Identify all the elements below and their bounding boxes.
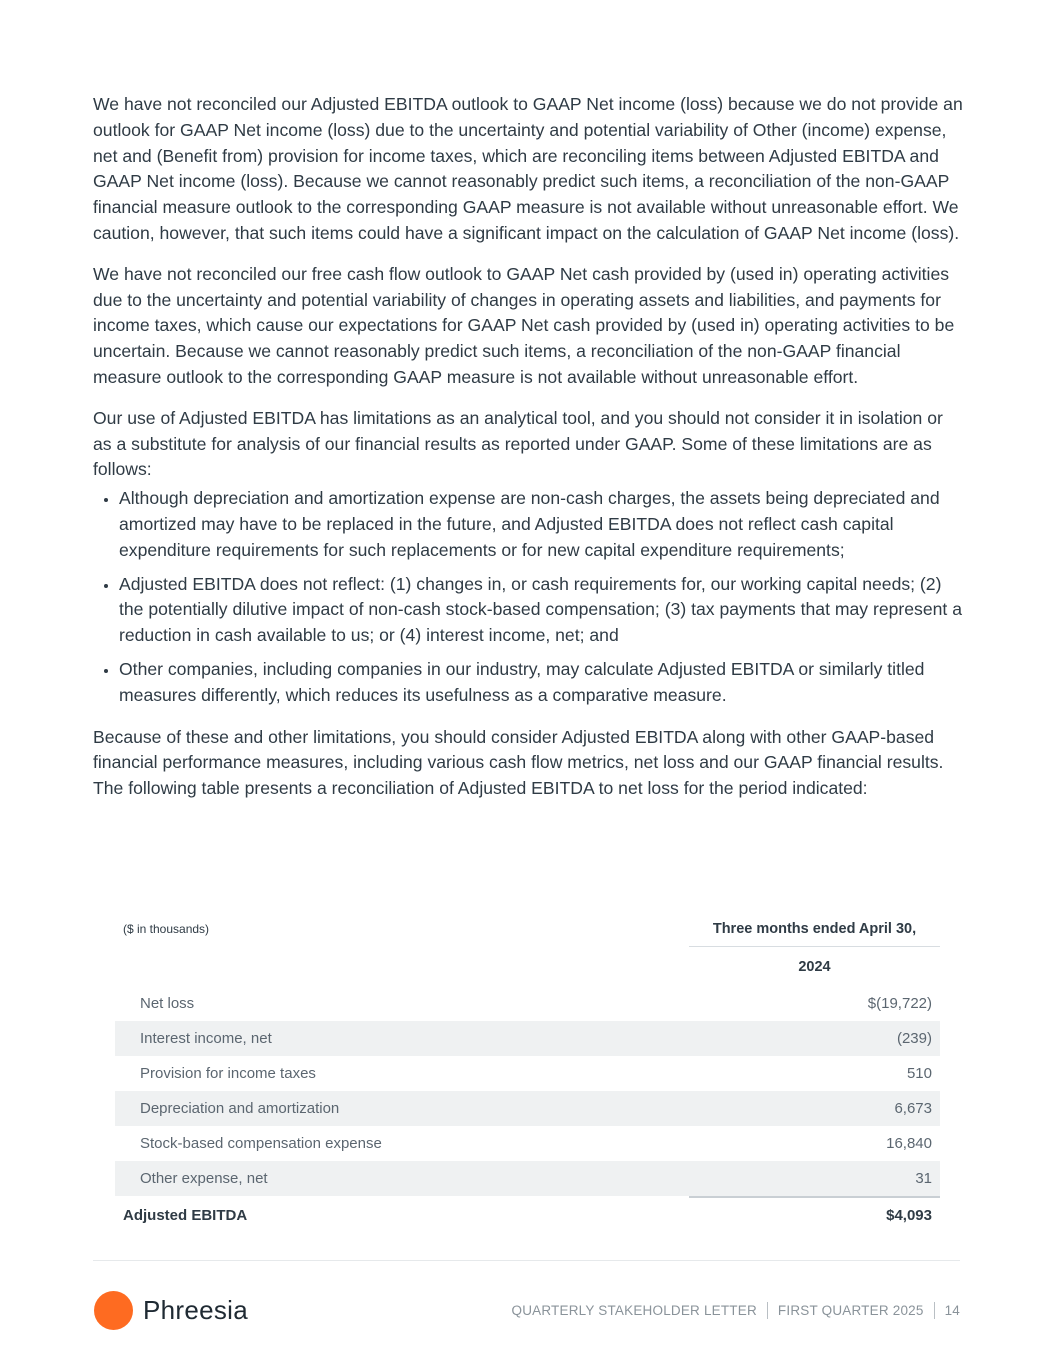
page-number: 14	[944, 1303, 960, 1318]
table-row	[115, 1091, 940, 1126]
footer-divider	[93, 1260, 960, 1261]
table-header	[115, 912, 940, 948]
row-label: Depreciation and amortization	[140, 1100, 340, 1117]
row-value: 31	[915, 1170, 932, 1187]
reconciliation-table	[115, 912, 940, 1233]
table-row	[115, 1056, 940, 1091]
footer-separator	[767, 1302, 768, 1319]
list-item: • Other companies, including companies in our industry, may calculate Adjusted EBITDA or similarly titled measures differently, which reduces its usefulness as a comparative measure.	[119, 657, 963, 709]
row-label: Stock-based compensation expense	[140, 1135, 382, 1152]
paragraph-fcf-outlook: We have not reconciled our free cash flow outlook to GAAP Net cash provided by (used in) operating activities due to the uncertainty and potential variability of changes in operating assets and liabilities, and payments for income taxes, which cause our expectations for GAAP Net cash provided by (used in) operating activities to be uncertain. Because we cannot reasonably predict such items, a reconciliation of the non-GAAP financial measure outlook to the corresponding GAAP measure is not available without unreasonable effort.	[93, 263, 955, 387]
row-label: Other expense, net	[140, 1170, 268, 1187]
table-row	[115, 986, 940, 1021]
total-value: $4,093	[886, 1207, 932, 1224]
row-label: Provision for income taxes	[140, 1065, 316, 1082]
year-header: 2024	[798, 959, 831, 975]
row-value: 16,840	[886, 1135, 932, 1152]
paragraph-ebitda-outlook: We have not reconciled our Adjusted EBITDA outlook to GAAP Net income (loss) because we do not provide an outlook for GAAP Net income (loss) due to the uncertainty and potential variability of Other (income) expense, net and (Benefit from) provision for income taxes, which are reconciling items between Adjusted EBITDA and GAAP Net income (loss). Because we cannot reasonably predict such items, a reconciliation of the non-GAAP financial measure outlook to the corresponding GAAP measure is not available without unreasonable effort. We caution, however, that such items could have a significant impact on the calculation of GAAP Net income (loss).	[93, 94, 963, 243]
table-total-row	[115, 1198, 940, 1233]
document-title: QUARTERLY STAKEHOLDER LETTER	[511, 1303, 757, 1318]
row-value: $(19,722)	[867, 995, 932, 1012]
document-period: FIRST QUARTER 2025	[777, 1303, 924, 1318]
brand-logo	[94, 1291, 248, 1330]
table-row	[115, 1161, 940, 1196]
table-row	[115, 1126, 940, 1161]
paragraph-limitations-intro: Our use of Adjusted EBITDA has limitations as an analytical tool, and you should not consider it in isolation or as a substitute for analysis of our financial results as reported under GAAP. Some of these limitations are as follows:	[93, 407, 943, 480]
total-label: Adjusted EBITDA	[123, 1207, 248, 1224]
limitations-list	[93, 486, 963, 708]
footer-separator	[934, 1302, 935, 1319]
row-label: Net loss	[140, 995, 195, 1012]
list-item: • Although depreciation and amortization expense are non-cash charges, the assets being depreciated and amortized may have to be replaced in the future, and Adjusted EBITDA does not reflect cash capital expenditure requirements for such replacements or for new capital expenditure requirements;	[119, 486, 963, 563]
row-value: (239)	[896, 1030, 932, 1047]
row-value: 510	[906, 1065, 932, 1082]
row-label: Interest income, net	[140, 1030, 272, 1047]
paragraph-reconciliation-intro: Because of these and other limitations, you should consider Adjusted EBITDA along with other GAAP-based financial performance measures, including various cash flow metrics, net loss and our GAAP financial results. The following table presents a reconciliation of Adjusted EBITDA to net loss for the period indicated:	[93, 726, 944, 799]
body-text	[93, 92, 963, 817]
year-header-row	[115, 948, 940, 986]
brand-name: Phreesia	[143, 1295, 249, 1325]
period-header: Three months ended April 30,	[689, 912, 940, 947]
list-item: • Adjusted EBITDA does not reflect: (1) changes in, or cash requirements for, our working capital needs; (2) the potentially dilutive impact of non-cash stock-based compensation; (3) tax payments that may represent a reduction in cash available to us; or (4) interest income, net; and	[119, 572, 963, 649]
footer-info	[512, 1302, 961, 1319]
units-label: ($ in thousands)	[123, 922, 210, 936]
row-value: 6,673	[894, 1100, 932, 1117]
table-row	[115, 1021, 940, 1056]
brand-circle-icon	[94, 1291, 133, 1330]
